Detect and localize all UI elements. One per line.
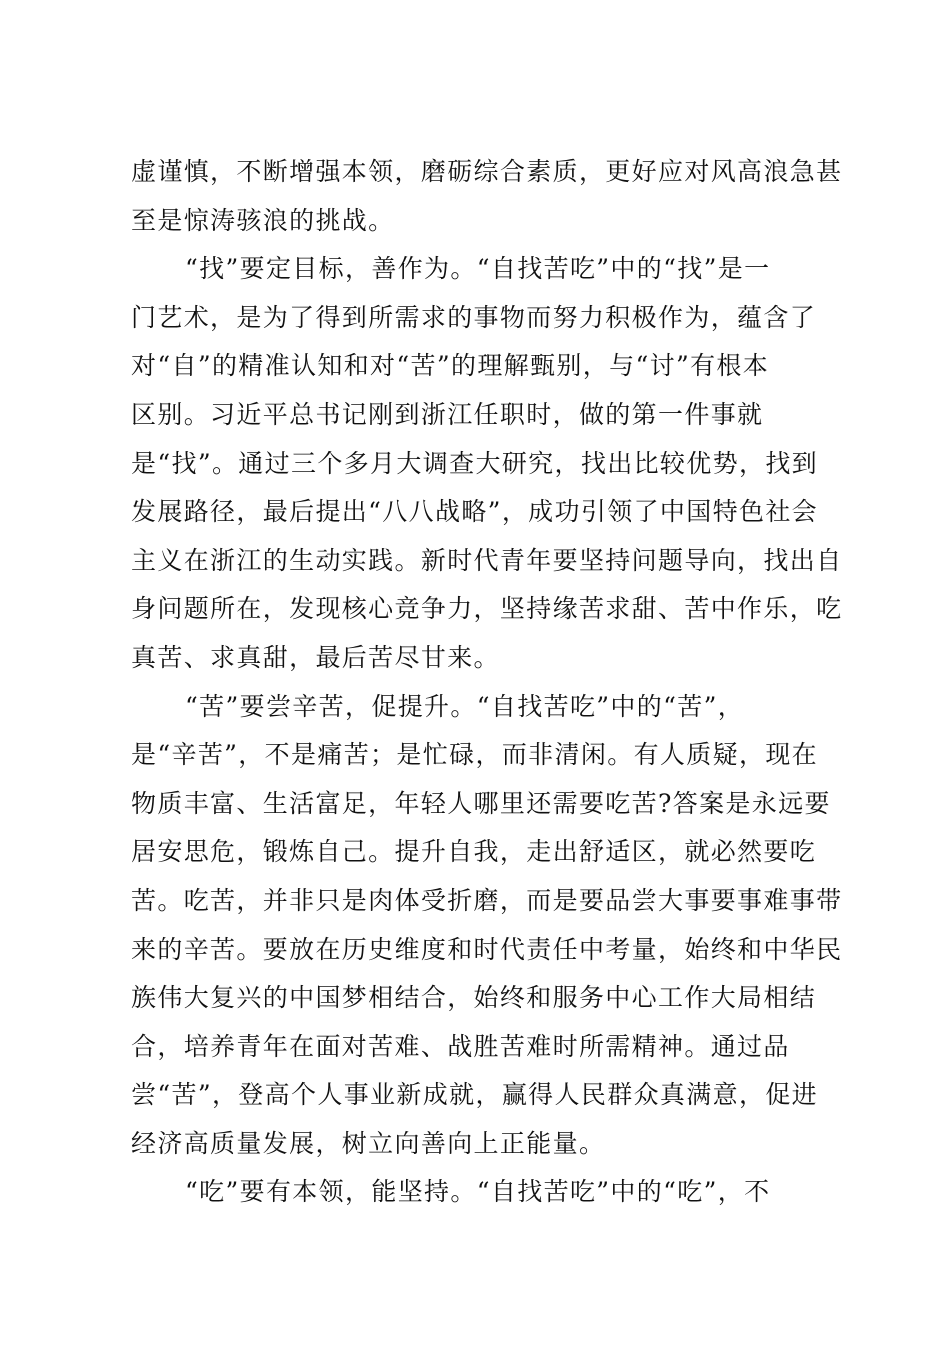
text-line: 门艺术，是为了得到所需求的事物而努力积极作为，蕴含了 <box>131 302 817 332</box>
text-line: 身问题所在，发现核心竞争力，坚持缘苦求甜、苦中作乐，吃 <box>131 594 843 624</box>
text-line: 是“找”。通过三个多月大调查大研究，找出比较优势，找到 <box>131 448 819 478</box>
document-body <box>131 148 843 1217</box>
paragraph-first-line: “吃”要有本领，能坚持。“自找苦吃”中的“吃”，不 <box>185 1177 771 1207</box>
text-line: 苦。吃苦，并非只是肉体受折磨，而是要品尝大事要事难事带 <box>131 885 843 915</box>
text-line: 居安思危，锻炼自己。提升自我，走出舒适区，就必然要吃 <box>131 837 817 867</box>
paragraph-first-line: “找”要定目标，善作为。“自找苦吃”中的“找”是一 <box>185 254 771 284</box>
text-line: 经济高质量发展，树立向善向上正能量。 <box>131 1128 606 1158</box>
text-line: 族伟大复兴的中国梦相结合，始终和服务中心工作大局相结 <box>131 983 817 1013</box>
text-line: 真苦、求真甜，最后苦尽甘来。 <box>131 642 500 672</box>
text-line: 来的辛苦。要放在历史维度和时代责任中考量，始终和中华民 <box>131 934 843 964</box>
text-line: 合，培养青年在面对苦难、战胜苦难时所需精神。通过品 <box>131 1031 790 1061</box>
text-line: 发展路径，最后提出“八八战略”，成功引领了中国特色社会 <box>131 497 819 527</box>
text-line: 至是惊涛骇浪的挑战。 <box>131 205 395 235</box>
text-line: 是“辛苦”，不是痛苦；是忙碌，而非清闲。有人质疑，现在 <box>131 740 819 770</box>
text-line: 区别。习近平总书记刚到浙江任职时，做的第一件事就 <box>131 399 764 429</box>
text-line: 对“自”的精准认知和对“苦”的理解甄别，与“讨”有根本 <box>131 351 770 381</box>
text-line: 主义在浙江的生动实践。新时代青年要坚持问题导向，找出自 <box>131 545 843 575</box>
paragraph-first-line: “苦”要尝辛苦，促提升。“自找苦吃”中的“苦”， <box>185 691 745 721</box>
text-line: 物质丰富、生活富足，年轻人哪里还需要吃苦?答案是永远要 <box>131 788 831 818</box>
text-line: 尝“苦”，登高个人事业新成就，赢得人民群众真满意，促进 <box>131 1080 819 1110</box>
text-line: 虚谨慎，不断增强本领，磨砺综合素质，更好应对风高浪急甚 <box>131 157 843 186</box>
